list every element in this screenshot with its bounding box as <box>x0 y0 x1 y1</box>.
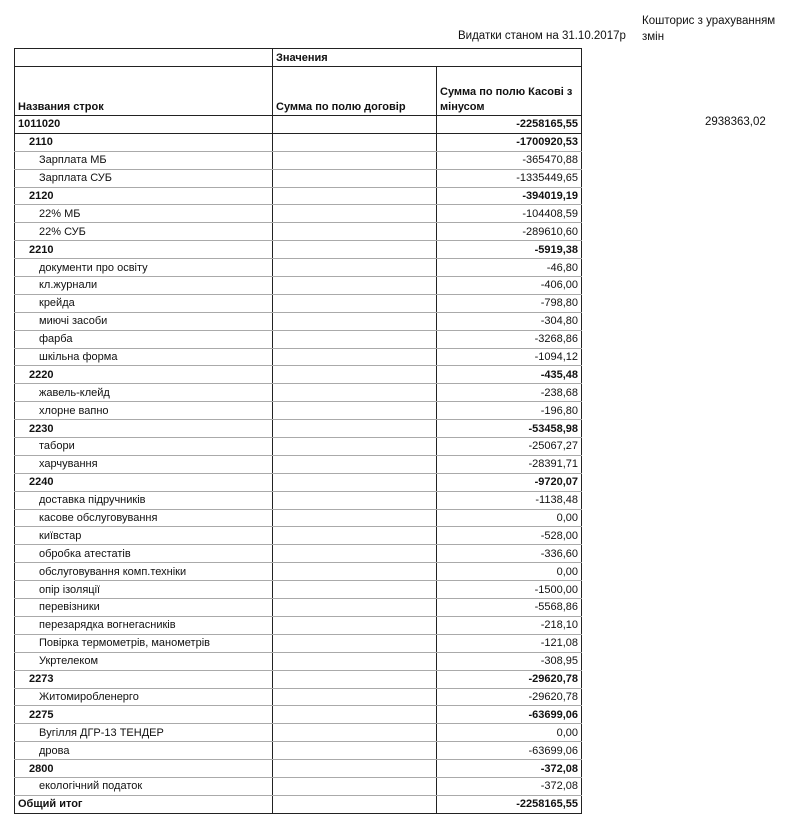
row-dogovir-value <box>273 634 437 652</box>
row-kasovi-value: -1094,12 <box>437 348 582 366</box>
row-dogovir-value <box>273 527 437 545</box>
table-body <box>15 116 582 814</box>
row-name: 2220 <box>15 366 273 384</box>
row-kasovi-value: -528,00 <box>437 527 582 545</box>
column-header-kasovi: Сумма по полю Касові з мінусом <box>437 67 582 116</box>
table-row <box>15 616 582 634</box>
row-dogovir-value <box>273 187 437 205</box>
row-name: перевізники <box>15 599 273 617</box>
table-row <box>15 312 582 330</box>
row-dogovir-value <box>273 760 437 778</box>
row-kasovi-value: -63699,06 <box>437 742 582 760</box>
row-dogovir-value <box>273 545 437 563</box>
row-dogovir-value <box>273 724 437 742</box>
row-name: 22% СУБ <box>15 223 273 241</box>
table-row <box>15 455 582 473</box>
grand-total-row <box>15 795 582 813</box>
row-kasovi-value: -63699,06 <box>437 706 582 724</box>
row-kasovi-value: -9720,07 <box>437 473 582 491</box>
row-kasovi-value: -238,68 <box>437 384 582 402</box>
group-row <box>15 706 582 724</box>
row-name: перезарядка вогнегасників <box>15 616 273 634</box>
group-row <box>15 241 582 259</box>
column-header-name: Названия строк <box>15 67 273 116</box>
table-row <box>15 724 582 742</box>
table-row <box>15 742 582 760</box>
row-name: харчування <box>15 455 273 473</box>
row-dogovir-value <box>273 581 437 599</box>
table-row <box>15 277 582 295</box>
row-dogovir-value <box>273 473 437 491</box>
row-name: Зарплата СУБ <box>15 169 273 187</box>
row-kasovi-value: -29620,78 <box>437 670 582 688</box>
group-row <box>15 133 582 151</box>
row-dogovir-value <box>273 742 437 760</box>
group-row <box>15 366 582 384</box>
row-dogovir-value <box>273 259 437 277</box>
row-name: Вугілля ДГР-13 ТЕНДЕР <box>15 724 273 742</box>
row-name: 2120 <box>15 187 273 205</box>
values-header-row <box>15 49 582 67</box>
row-dogovir-value <box>273 330 437 348</box>
pivot-table <box>14 48 582 814</box>
row-dogovir-value <box>273 348 437 366</box>
table-row <box>15 402 582 420</box>
row-name: крейда <box>15 294 273 312</box>
row-name: миючі засоби <box>15 312 273 330</box>
table-row <box>15 652 582 670</box>
row-name: 2800 <box>15 760 273 778</box>
row-kasovi-value: -2258165,55 <box>437 116 582 134</box>
row-dogovir-value <box>273 599 437 617</box>
row-dogovir-value <box>273 116 437 134</box>
row-kasovi-value: -1500,00 <box>437 581 582 599</box>
column-header-row <box>15 67 582 116</box>
row-kasovi-value: -372,08 <box>437 760 582 778</box>
row-dogovir-value <box>273 491 437 509</box>
table-row <box>15 438 582 456</box>
table-row <box>15 491 582 509</box>
row-name: шкільна форма <box>15 348 273 366</box>
row-kasovi-value: -5568,86 <box>437 599 582 617</box>
header-spacer <box>15 49 273 67</box>
row-kasovi-value: 0,00 <box>437 509 582 527</box>
row-kasovi-value: -2258165,55 <box>437 795 582 813</box>
row-dogovir-value <box>273 652 437 670</box>
table-row <box>15 581 582 599</box>
row-dogovir-value <box>273 563 437 581</box>
row-dogovir-value <box>273 509 437 527</box>
row-dogovir-value <box>273 688 437 706</box>
row-dogovir-value <box>273 670 437 688</box>
table-row <box>15 509 582 527</box>
row-name: 2275 <box>15 706 273 724</box>
side-total-value: 2938363,02 <box>705 116 766 128</box>
budget-note: Кошторис з урахуванням змін <box>642 15 776 43</box>
table-row <box>15 777 582 795</box>
row-kasovi-value: -196,80 <box>437 402 582 420</box>
row-kasovi-value: -104408,59 <box>437 205 582 223</box>
row-kasovi-value: -308,95 <box>437 652 582 670</box>
group-row <box>15 116 582 134</box>
row-kasovi-value: -336,60 <box>437 545 582 563</box>
row-dogovir-value <box>273 420 437 438</box>
row-name: табори <box>15 438 273 456</box>
row-name: касове обслуговування <box>15 509 273 527</box>
table-row <box>15 169 582 187</box>
row-kasovi-value: -46,80 <box>437 259 582 277</box>
row-dogovir-value <box>273 438 437 456</box>
row-dogovir-value <box>273 241 437 259</box>
row-kasovi-value: -372,08 <box>437 777 582 795</box>
row-name: 22% МБ <box>15 205 273 223</box>
table-row <box>15 634 582 652</box>
row-name: 2210 <box>15 241 273 259</box>
row-kasovi-value: -29620,78 <box>437 688 582 706</box>
row-kasovi-value: -365470,88 <box>437 151 582 169</box>
row-kasovi-value: -1335449,65 <box>437 169 582 187</box>
group-row <box>15 760 582 778</box>
row-dogovir-value <box>273 294 437 312</box>
row-name: доставка підручників <box>15 491 273 509</box>
row-name: Укртелеком <box>15 652 273 670</box>
table-row <box>15 545 582 563</box>
row-dogovir-value <box>273 366 437 384</box>
group-row <box>15 670 582 688</box>
row-dogovir-value <box>273 151 437 169</box>
row-kasovi-value: -289610,60 <box>437 223 582 241</box>
row-dogovir-value <box>273 223 437 241</box>
row-dogovir-value <box>273 795 437 813</box>
row-kasovi-value: -25067,27 <box>437 438 582 456</box>
row-kasovi-value: 0,00 <box>437 724 582 742</box>
table-row <box>15 599 582 617</box>
row-dogovir-value <box>273 205 437 223</box>
row-name: 1011020 <box>15 116 273 134</box>
row-name: київстар <box>15 527 273 545</box>
row-name: 2240 <box>15 473 273 491</box>
row-name: фарба <box>15 330 273 348</box>
row-kasovi-value: -1138,48 <box>437 491 582 509</box>
row-dogovir-value <box>273 777 437 795</box>
row-kasovi-value: -304,80 <box>437 312 582 330</box>
row-dogovir-value <box>273 312 437 330</box>
row-name: Повірка термометрів, манометрів <box>15 634 273 652</box>
table-row <box>15 384 582 402</box>
row-kasovi-value: -5919,38 <box>437 241 582 259</box>
row-name: жавель-клейд <box>15 384 273 402</box>
row-name: 2110 <box>15 133 273 151</box>
row-name: Зарплата МБ <box>15 151 273 169</box>
row-dogovir-value <box>273 169 437 187</box>
group-row <box>15 187 582 205</box>
row-kasovi-value: -798,80 <box>437 294 582 312</box>
table-row <box>15 348 582 366</box>
table-row <box>15 294 582 312</box>
row-name: Общий итог <box>15 795 273 813</box>
report-date-label: Видатки станом на 31.10.2017р <box>458 30 626 42</box>
row-kasovi-value: -53458,98 <box>437 420 582 438</box>
table-row <box>15 563 582 581</box>
row-name: опір ізоляції <box>15 581 273 599</box>
row-dogovir-value <box>273 706 437 724</box>
row-dogovir-value <box>273 402 437 420</box>
row-dogovir-value <box>273 384 437 402</box>
column-header-dogovir: Сумма по полю договір <box>273 67 437 116</box>
table-row <box>15 527 582 545</box>
row-dogovir-value <box>273 133 437 151</box>
row-name: 2273 <box>15 670 273 688</box>
row-kasovi-value: -1700920,53 <box>437 133 582 151</box>
group-row <box>15 473 582 491</box>
row-kasovi-value: -121,08 <box>437 634 582 652</box>
row-kasovi-value: -28391,71 <box>437 455 582 473</box>
row-dogovir-value <box>273 277 437 295</box>
values-header: Значения <box>273 49 582 67</box>
row-dogovir-value <box>273 616 437 634</box>
row-name: Житомиробленерго <box>15 688 273 706</box>
row-kasovi-value: -3268,86 <box>437 330 582 348</box>
row-dogovir-value <box>273 455 437 473</box>
group-row <box>15 420 582 438</box>
row-kasovi-value: -218,10 <box>437 616 582 634</box>
row-kasovi-value: -394019,19 <box>437 187 582 205</box>
row-kasovi-value: 0,00 <box>437 563 582 581</box>
row-name: документи про освіту <box>15 259 273 277</box>
row-name: дрова <box>15 742 273 760</box>
row-name: хлорне вапно <box>15 402 273 420</box>
row-kasovi-value: -406,00 <box>437 277 582 295</box>
table-row <box>15 151 582 169</box>
row-name: 2230 <box>15 420 273 438</box>
row-name: кл.журнали <box>15 277 273 295</box>
table-row <box>15 688 582 706</box>
row-name: обслуговування комп.техніки <box>15 563 273 581</box>
row-name: екологічний податок <box>15 777 273 795</box>
table-row <box>15 223 582 241</box>
row-kasovi-value: -435,48 <box>437 366 582 384</box>
row-name: обробка атестатів <box>15 545 273 563</box>
table-row <box>15 330 582 348</box>
table-row <box>15 205 582 223</box>
table-row <box>15 259 582 277</box>
